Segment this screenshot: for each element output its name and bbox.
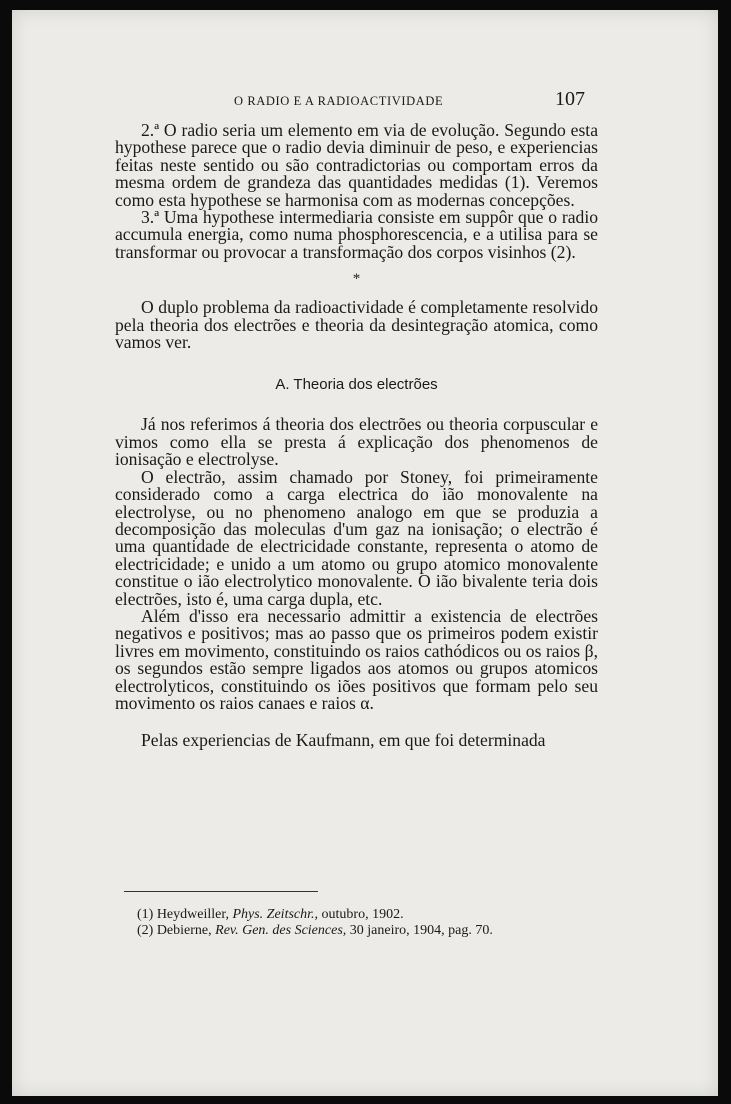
page-number: 107 (555, 88, 585, 110)
footnote-1 (137, 907, 607, 923)
footnote-2-date: 30 janeiro, 1904, pag. 70. (346, 923, 493, 938)
footnotes (137, 907, 607, 939)
paragraph-hypothesis-2: 2.ª O radio seria um elemento em via de evolução. Segundo esta hypothese parece que o radio devia diminuir de peso, e experiencias feitas neste sentido ou são contradictorias ou comportam erros da mesma ordem de grandeza das quantidades medidas (1). Veremos como esta hypothese se harmonisa com as modernas concepções. (115, 120, 598, 210)
footnote-1-author: (1) Heydweiller, (137, 907, 233, 922)
footnote-2 (137, 923, 607, 939)
running-title: O RADIO E A RADIOACTIVIDADE (234, 94, 444, 108)
footnote-2-journal: Rev. Gen. des Sciences, (215, 923, 347, 938)
body-text (115, 122, 598, 750)
paragraph-kaufmann: Pelas experiencias de Kaufmann, em que foi determinada (141, 730, 546, 751)
page-header (12, 88, 718, 112)
section-asterism: * (352, 271, 361, 288)
paragraph-positive-negative: Além d'isso era necessario admittir a existencia de electrões negativos e positivos; mas ao passo que os primeiros podem existir livres em movimento, constituindo os raios cathódicos ou os raios β, os segundos estão sempre ligados aos atomos ou grupos atomicos electrolyticos, constituindo os iões positivos que formam pelo seu movimento os raios canaes e raios α. (115, 605, 598, 713)
paragraph-double-problem: O duplo problema da radioactividade é completamente resolvido pela theoria dos electrões e theoria da desintegração atomica, como vamos ver. (115, 297, 598, 353)
footnote-2-author: (2) Debierne, (137, 923, 216, 938)
section-heading: A. Theoria dos electrões (275, 376, 438, 394)
footnote-divider (124, 891, 318, 892)
book-page (12, 10, 718, 1096)
footnote-1-journal: Phys. Zeitschr., (232, 907, 319, 922)
paragraph-electron-definition: O electrão, assim chamado por Stoney, foi primeiramente considerado como a carga electrica do ião monovalente na electrolyse, ou no phenomeno analogo em que se produzia a decomposição das moleculas d'um gaz na ionisação; o electrão é uma quantidade de electricidade constante, representa o atomo de electricidade; e unido a um atomo ou grupo atomico monovalente constitue o ião electrolytico monovalente. O ião bivalente teria dois electrões, isto é, uma carga dupla, etc. (115, 466, 598, 609)
paragraph-hypothesis-3: 3.ª Uma hypothese intermediaria consiste em suppôr que o radio accumula energia, como numa phosphorescencia, e a utilisa para se transformar ou provocar a transformação dos corpos visinhos (2). (115, 207, 598, 262)
paragraph-electron-theory: Já nos referimos á theoria dos electrões ou theoria corpuscular e vimos como ella se presta á explicação dos phenomenos de ionisação e electrolyse. (115, 414, 598, 470)
footnote-1-date: outubro, 1902. (318, 907, 404, 922)
